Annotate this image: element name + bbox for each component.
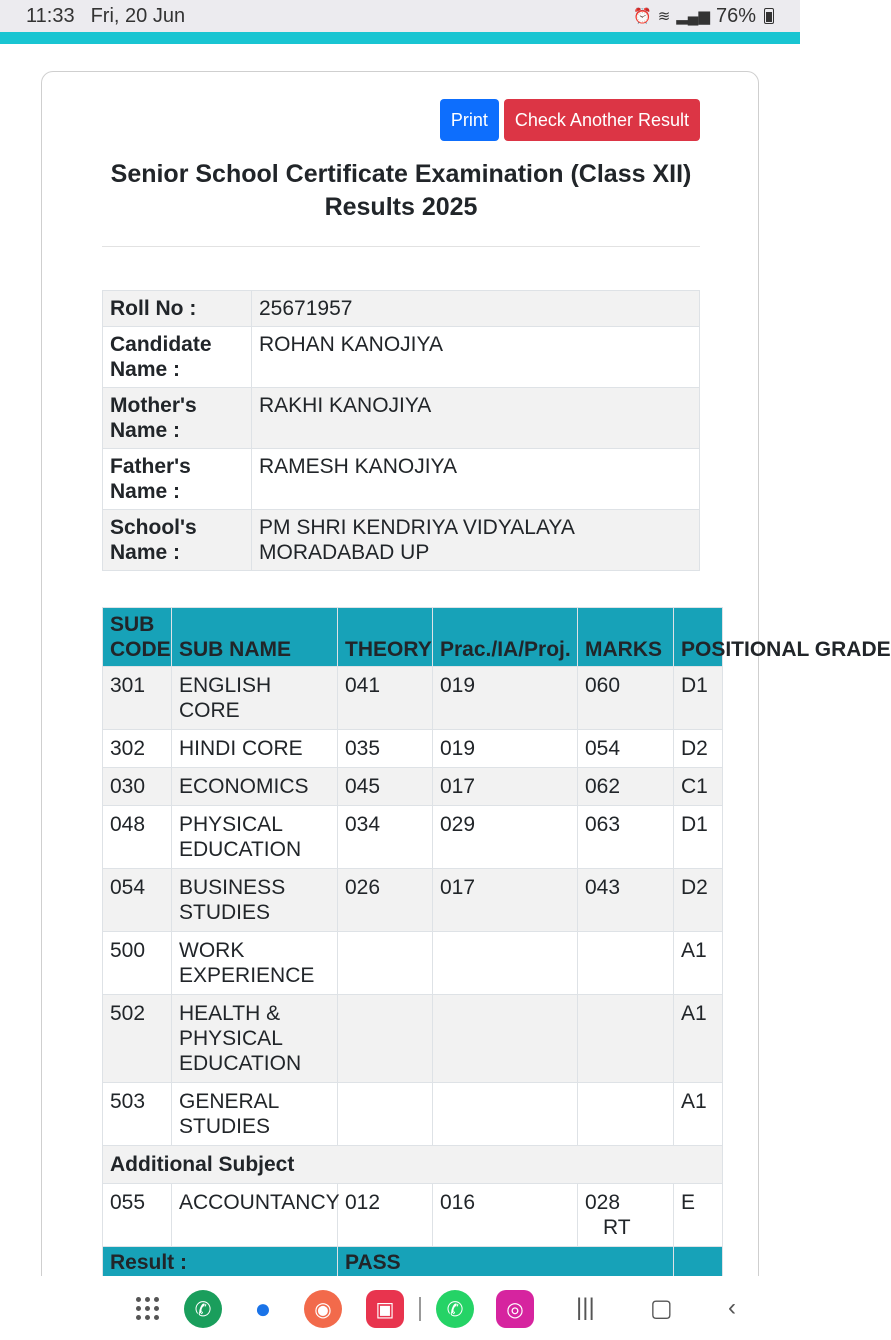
info-label: Mother's Name : [103, 388, 252, 449]
info-row-father-name [103, 449, 700, 510]
cell-marks-value: 028 [585, 1191, 621, 1214]
cell-marks [578, 1083, 674, 1146]
cell-prac [433, 932, 578, 995]
page-title [102, 158, 700, 224]
additional-subject-label: Additional Subject [103, 1146, 723, 1184]
cell-theory: 034 [338, 806, 433, 869]
cell-grade: E [674, 1184, 723, 1247]
header-marks: MARKS [578, 608, 674, 667]
cell-name: BUSINESS STUDIES [172, 869, 338, 932]
contacts-app-icon[interactable]: ◉ [304, 1290, 342, 1328]
cell-theory: 035 [338, 730, 433, 768]
cell-marks: 063 [578, 806, 674, 869]
cell-name: GENERAL STUDIES [172, 1083, 338, 1146]
cell-remark: RT [603, 1216, 631, 1239]
status-bar [0, 0, 800, 32]
battery-icon [764, 8, 774, 24]
messages-app-icon[interactable]: ● [244, 1290, 282, 1328]
cell-prac: 019 [433, 730, 578, 768]
info-row-school-name [103, 510, 700, 571]
info-label: School's Name : [103, 510, 252, 571]
cell-code: 500 [103, 932, 172, 995]
alarm-icon: ⏰ [633, 8, 652, 25]
table-row [103, 768, 723, 806]
cell-marks [578, 932, 674, 995]
title-line-2: Results 2025 [324, 193, 478, 221]
cell-theory: 041 [338, 667, 433, 730]
cell-prac: 029 [433, 806, 578, 869]
info-row-roll [103, 291, 700, 327]
cell-marks: 062 [578, 768, 674, 806]
cell-theory: 045 [338, 768, 433, 806]
marks-table [102, 607, 891, 1279]
cell-grade: D1 [674, 806, 723, 869]
cell-name: ECONOMICS [172, 768, 338, 806]
result-value: PASS [338, 1247, 674, 1279]
cell-code: 503 [103, 1083, 172, 1146]
status-time: 11:33 [26, 4, 75, 27]
cell-prac: 019 [433, 667, 578, 730]
cell-theory [338, 1083, 433, 1146]
cell-theory [338, 995, 433, 1083]
info-row-mother-name [103, 388, 700, 449]
cell-name: HINDI CORE [172, 730, 338, 768]
browser-accent-bar [0, 32, 800, 44]
candidate-info-table [102, 290, 700, 571]
divider [102, 246, 700, 247]
cell-grade: D1 [674, 667, 723, 730]
info-value: RAMESH KANOJIYA [252, 449, 700, 510]
cell-name: WORK EXPERIENCE [172, 932, 338, 995]
apps-grid-icon[interactable] [136, 1297, 160, 1321]
cell-theory: 026 [338, 869, 433, 932]
table-row [103, 806, 723, 869]
cell-grade: A1 [674, 1083, 723, 1146]
additional-subject-header [103, 1146, 723, 1184]
cell-grade: A1 [674, 995, 723, 1083]
battery-percent: 76% [715, 4, 756, 27]
table-row [103, 932, 723, 995]
recent-apps-icon[interactable]: ||| [576, 1294, 595, 1321]
cell-marks: 043 [578, 869, 674, 932]
header-theory: THEORY [338, 608, 433, 667]
taskbar-divider [419, 1297, 421, 1321]
cell-name: ENGLISH CORE [172, 667, 338, 730]
cell-code: 048 [103, 806, 172, 869]
title-line-1: Senior School Certificate Examination (Class XII) [110, 160, 692, 188]
result-card [41, 71, 891, 1311]
table-row [103, 869, 723, 932]
cell-grade: A1 [674, 932, 723, 995]
cell-code: 502 [103, 995, 172, 1083]
table-row [103, 667, 723, 730]
instagram-app-icon[interactable]: ◎ [496, 1290, 534, 1328]
result-row [103, 1247, 723, 1279]
header-sub-code: SUB CODE [103, 608, 172, 667]
cell-marks: 060 [578, 667, 674, 730]
action-buttons [440, 99, 700, 141]
cell-marks: 054 [578, 730, 674, 768]
signal-icon: ▂▄▆ [676, 8, 710, 25]
cell-prac: 017 [433, 869, 578, 932]
phone-app-icon[interactable]: ✆ [184, 1290, 222, 1328]
cell-theory: 012 [338, 1184, 433, 1247]
cell-prac: 016 [433, 1184, 578, 1247]
header-grade: POSITIONAL GRADE [674, 608, 723, 667]
cell-code: 030 [103, 768, 172, 806]
info-value: ROHAN KANOJIYA [252, 327, 700, 388]
cell-prac [433, 1083, 578, 1146]
cell-prac: 017 [433, 768, 578, 806]
cell-code: 301 [103, 667, 172, 730]
table-row [103, 995, 723, 1083]
cell-code: 302 [103, 730, 172, 768]
wifi-icon: ≋ [657, 8, 671, 25]
cell-code: 055 [103, 1184, 172, 1247]
additional-subject-row [103, 1184, 723, 1247]
back-icon[interactable]: ‹ [728, 1294, 736, 1321]
check-another-result-button[interactable]: Check Another Result [504, 99, 700, 141]
info-label: Candidate Name : [103, 327, 252, 388]
info-value: 25671957 [252, 291, 700, 327]
home-icon[interactable]: ▢ [650, 1295, 673, 1322]
cell-name: HEALTH & PHYSICAL EDUCATION [172, 995, 338, 1083]
cell-prac [433, 995, 578, 1083]
cell-marks [578, 995, 674, 1083]
cell-theory [338, 932, 433, 995]
whatsapp-app-icon[interactable]: ✆ [436, 1290, 474, 1328]
table-row [103, 730, 723, 768]
cell-name: ACCOUNTANCY [172, 1184, 338, 1247]
navigation-bar [0, 1276, 800, 1340]
result-empty-cell [674, 1247, 723, 1279]
cell-grade: D2 [674, 730, 723, 768]
info-value: RAKHI KANOJIYA [252, 388, 700, 449]
header-sub-name: SUB NAME [172, 608, 338, 667]
header-prac: Prac./IA/Proj. [433, 608, 578, 667]
camera-app-icon[interactable]: ▣ [366, 1290, 404, 1328]
marks-header-row [103, 608, 723, 667]
table-row [103, 1083, 723, 1146]
cell-grade: C1 [674, 768, 723, 806]
status-icons [633, 5, 774, 28]
info-label: Roll No : [103, 291, 252, 327]
result-label: Result : [103, 1247, 338, 1279]
status-date: Fri, 20 Jun [90, 4, 186, 27]
cell-grade: D2 [674, 869, 723, 932]
cell-code: 054 [103, 869, 172, 932]
cell-name: PHYSICAL EDUCATION [172, 806, 338, 869]
info-label: Father's Name : [103, 449, 252, 510]
info-value: PM SHRI KENDRIYA VIDYALAYA MORADABAD UP [252, 510, 700, 571]
print-button[interactable]: Print [440, 99, 499, 141]
info-row-candidate-name [103, 327, 700, 388]
cell-marks [578, 1184, 674, 1247]
